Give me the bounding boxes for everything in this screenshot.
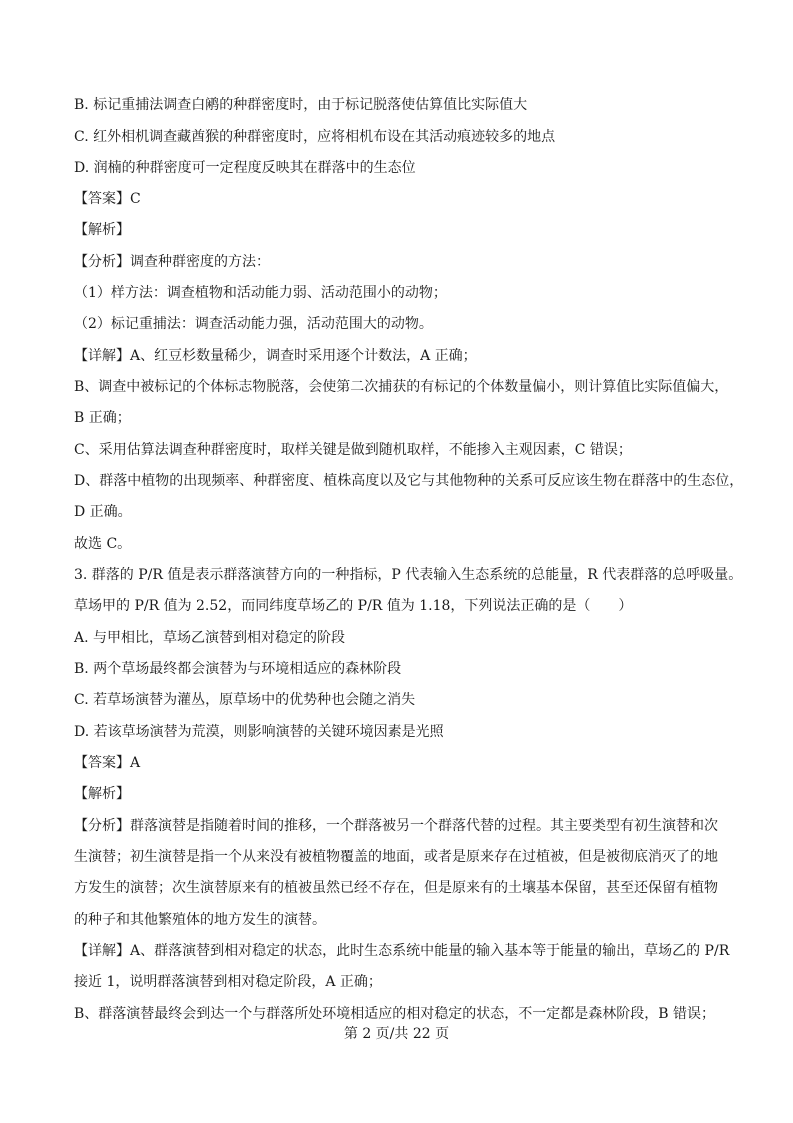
analysis-heading: 【解析】 <box>74 222 130 238</box>
q3-option-a: A. 与甲相比，草场乙演替到相对稳定的阶段 <box>74 630 346 646</box>
detail-d-cont: D 正确。 <box>74 504 132 520</box>
q3-detail-a: 【详解】A、群落演替到相对稳定的状态，此时生态系统中能量的输入基本等于能量的输出，草场乙的 P/R <box>74 943 730 959</box>
q3-analysis-heading: 【解析】 <box>74 786 130 802</box>
question-3-stem: 3. 群落的 P/R 值是表示群落演替方向的一种指标，P 代表输入生态系统的总能量，R 代表群落的总呼吸量。 <box>74 567 743 583</box>
analysis-intro: 【分析】调查种群密度的方法： <box>74 254 270 270</box>
option-c-line: C. 红外相机调查藏酋猴的种群密度时，应将相机布设在其活动痕迹较多的地点 <box>74 129 556 145</box>
q3-detail-b: B、群落演替最终会到达一个与群落所处环境相适应的相对稳定的状态，不一定都是森林阶段，B 错误； <box>74 1006 716 1022</box>
option-b-line: B. 标记重捕法调查白鹇的种群密度时，由于标记脱落使估算值比实际值大 <box>74 97 528 113</box>
choice-summary: 故选 C。 <box>74 536 132 552</box>
q3-option-c: C. 若草场演替为灌丛，原草场中的优势种也会随之消失 <box>74 692 416 708</box>
q3-detail-a-cont: 接近 1，说明群落演替到相对稳定阶段，A 正确； <box>74 974 382 990</box>
detail-c: C、采用估算法调查种群密度时，取样关键是做到随机取样，不能掺入主观因素，C 错误； <box>74 442 632 458</box>
analysis-point-1: （1）样方法：调查植物和活动能力弱、活动范围小的动物； <box>74 285 447 301</box>
page-footer: 第 2 页/共 22 页 <box>343 1026 450 1042</box>
answer-line: 【答案】C <box>74 191 141 207</box>
q3-analysis-text-2: 生演替；初生演替是指一个从来没有被植物覆盖的地面，或者是原来存在过植被，但是被彻底消灭了的地 <box>74 849 718 865</box>
q3-analysis-text-3: 方发生的演替；次生演替原来有的植被虽然已经不存在，但是原来有的土壤基本保留，甚至还保留有植物 <box>74 880 718 896</box>
option-d-line: D. 润楠的种群密度可一定程度反映其在群落中的生态位 <box>74 160 416 176</box>
q3-option-d: D. 若该草场演替为荒漠，则影响演替的关键环境因素是光照 <box>74 724 444 740</box>
q3-analysis-text-1: 【分析】群落演替是指随着时间的推移，一个群落被另一个群落代替的过程。其主要类型有初生演替和次 <box>74 818 718 834</box>
detail-b-cont: B 正确； <box>74 410 131 426</box>
q3-option-b: B. 两个草场最终都会演替为与环境相适应的森林阶段 <box>74 661 402 677</box>
q3-analysis-text-4: 的种子和其他繁殖体的地方发生的演替。 <box>74 912 326 928</box>
detail-d: D、群落中植物的出现频率、种群密度、植株高度以及它与其他物种的关系可反应该生物在群落中的生态位， <box>74 473 744 489</box>
detail-a: 【详解】A、红豆杉数量稀少，调查时采用逐个计数法，A 正确； <box>74 348 477 364</box>
q3-answer: 【答案】A <box>74 755 141 771</box>
analysis-point-2: （2）标记重捕法：调查活动能力强，活动范围大的动物。 <box>74 316 433 332</box>
question-3-stem-cont: 草场甲的 P/R 值为 2.52，而同纬度草场乙的 P/R 值为 1.18，下列说法正确的是（ ） <box>74 598 633 614</box>
detail-b: B、调查中被标记的个体标志物脱落，会使第二次捕获的有标记的个体数量偏小，则计算值比实际值偏大， <box>74 379 729 395</box>
